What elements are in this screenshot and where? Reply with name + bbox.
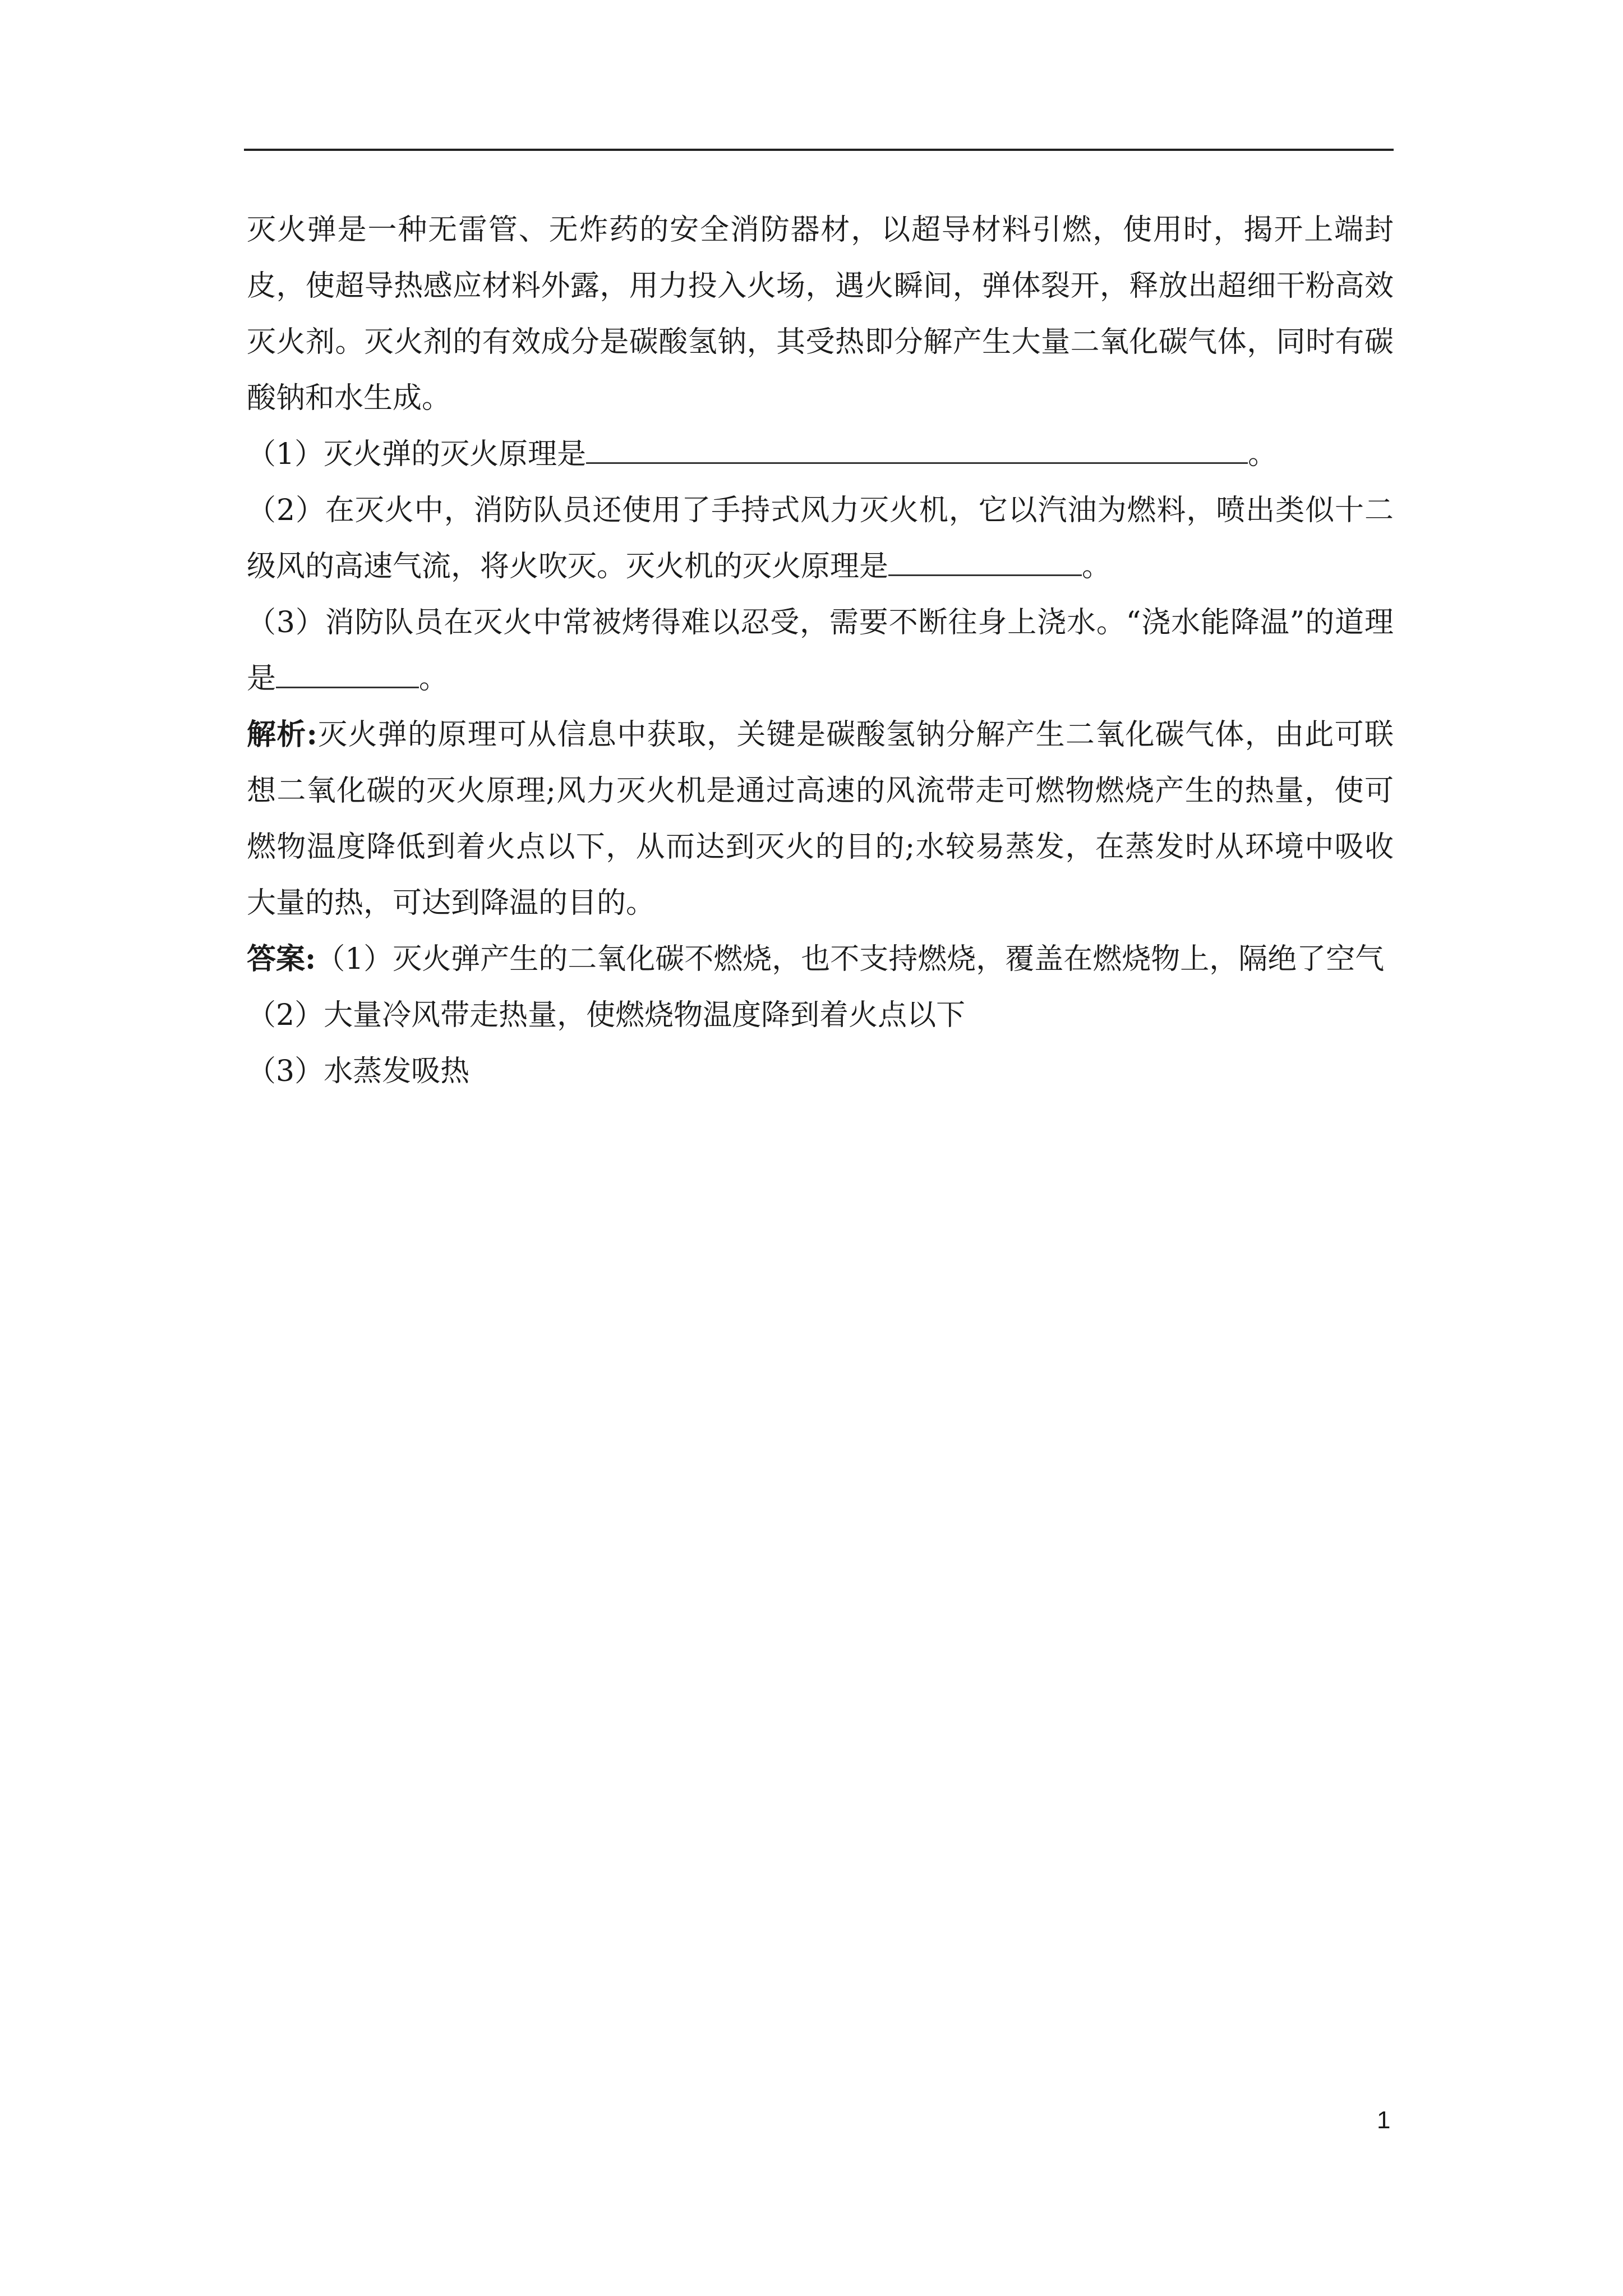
question-3 bbox=[247, 595, 1394, 707]
analysis-label: 解析: bbox=[247, 717, 317, 752]
answer-line-2: （2）大量冷风带走热量，使燃烧物温度降到着火点以下 bbox=[247, 999, 966, 1032]
answer-blank-2 bbox=[888, 540, 1082, 576]
document-body bbox=[247, 202, 1394, 1099]
answer-blank-3 bbox=[276, 652, 419, 688]
question-2-text: （2）在灭火中，消防队员还使用了手持式风力灭火机，它以汽油为燃料，喷出类似十二级风的高速气流，将火吹灭。灭火机的灭火原理是 bbox=[247, 494, 1394, 583]
question-2 bbox=[247, 482, 1394, 595]
page-number: 1 bbox=[1377, 2106, 1391, 2134]
analysis-paragraph bbox=[247, 707, 1394, 931]
analysis-text: 灭火弹的原理可从信息中获取，关键是碳酸氢钠分解产生二氧化碳气体，由此可联想二氧化碳的灭火原理;风力灭火机是通过高速的风流带走可燃物燃烧产生的热量，使可燃物温度降低到着火点以下，从而达到灭火的目的;水较易蒸发，在蒸发时从环境中吸收大量的热，可达到降温的目的。 bbox=[247, 718, 1394, 920]
header-rule bbox=[244, 149, 1394, 151]
question-1-end: 。 bbox=[1248, 438, 1278, 471]
question-3-text: （3）消防队员在灭火中常被烤得难以忍受，需要不断往身上浇水。“浇水能降温”的道理是 bbox=[247, 606, 1394, 696]
intro-paragraph: 灭火弹是一种无雷管、无炸药的安全消防器材，以超导材料引燃，使用时，揭开上端封皮，使超导热感应材料外露，用力投入火场，遇火瞬间，弹体裂开，释放出超细干粉高效灭火剂。灭火剂的有效成分是碳酸氢钠，其受热即分解产生大量二氧化碳气体，同时有碳酸钠和水生成。 bbox=[247, 213, 1394, 415]
answer-line-1 bbox=[247, 931, 1394, 987]
answer-item-1: （1）灭火弹产生的二氧化碳不燃烧，也不支持燃烧，覆盖在燃烧物上，隔绝了空气 bbox=[316, 942, 1385, 976]
answer-label: 答案: bbox=[247, 942, 316, 976]
question-1 bbox=[247, 426, 1394, 482]
answer-blank-1 bbox=[586, 427, 1248, 464]
question-3-end: 。 bbox=[419, 662, 449, 696]
question-2-end: 。 bbox=[1082, 550, 1112, 583]
question-1-text: （1）灭火弹的灭火原理是 bbox=[247, 438, 587, 471]
answer-line-3: （3）水蒸发吸热 bbox=[247, 1055, 470, 1088]
